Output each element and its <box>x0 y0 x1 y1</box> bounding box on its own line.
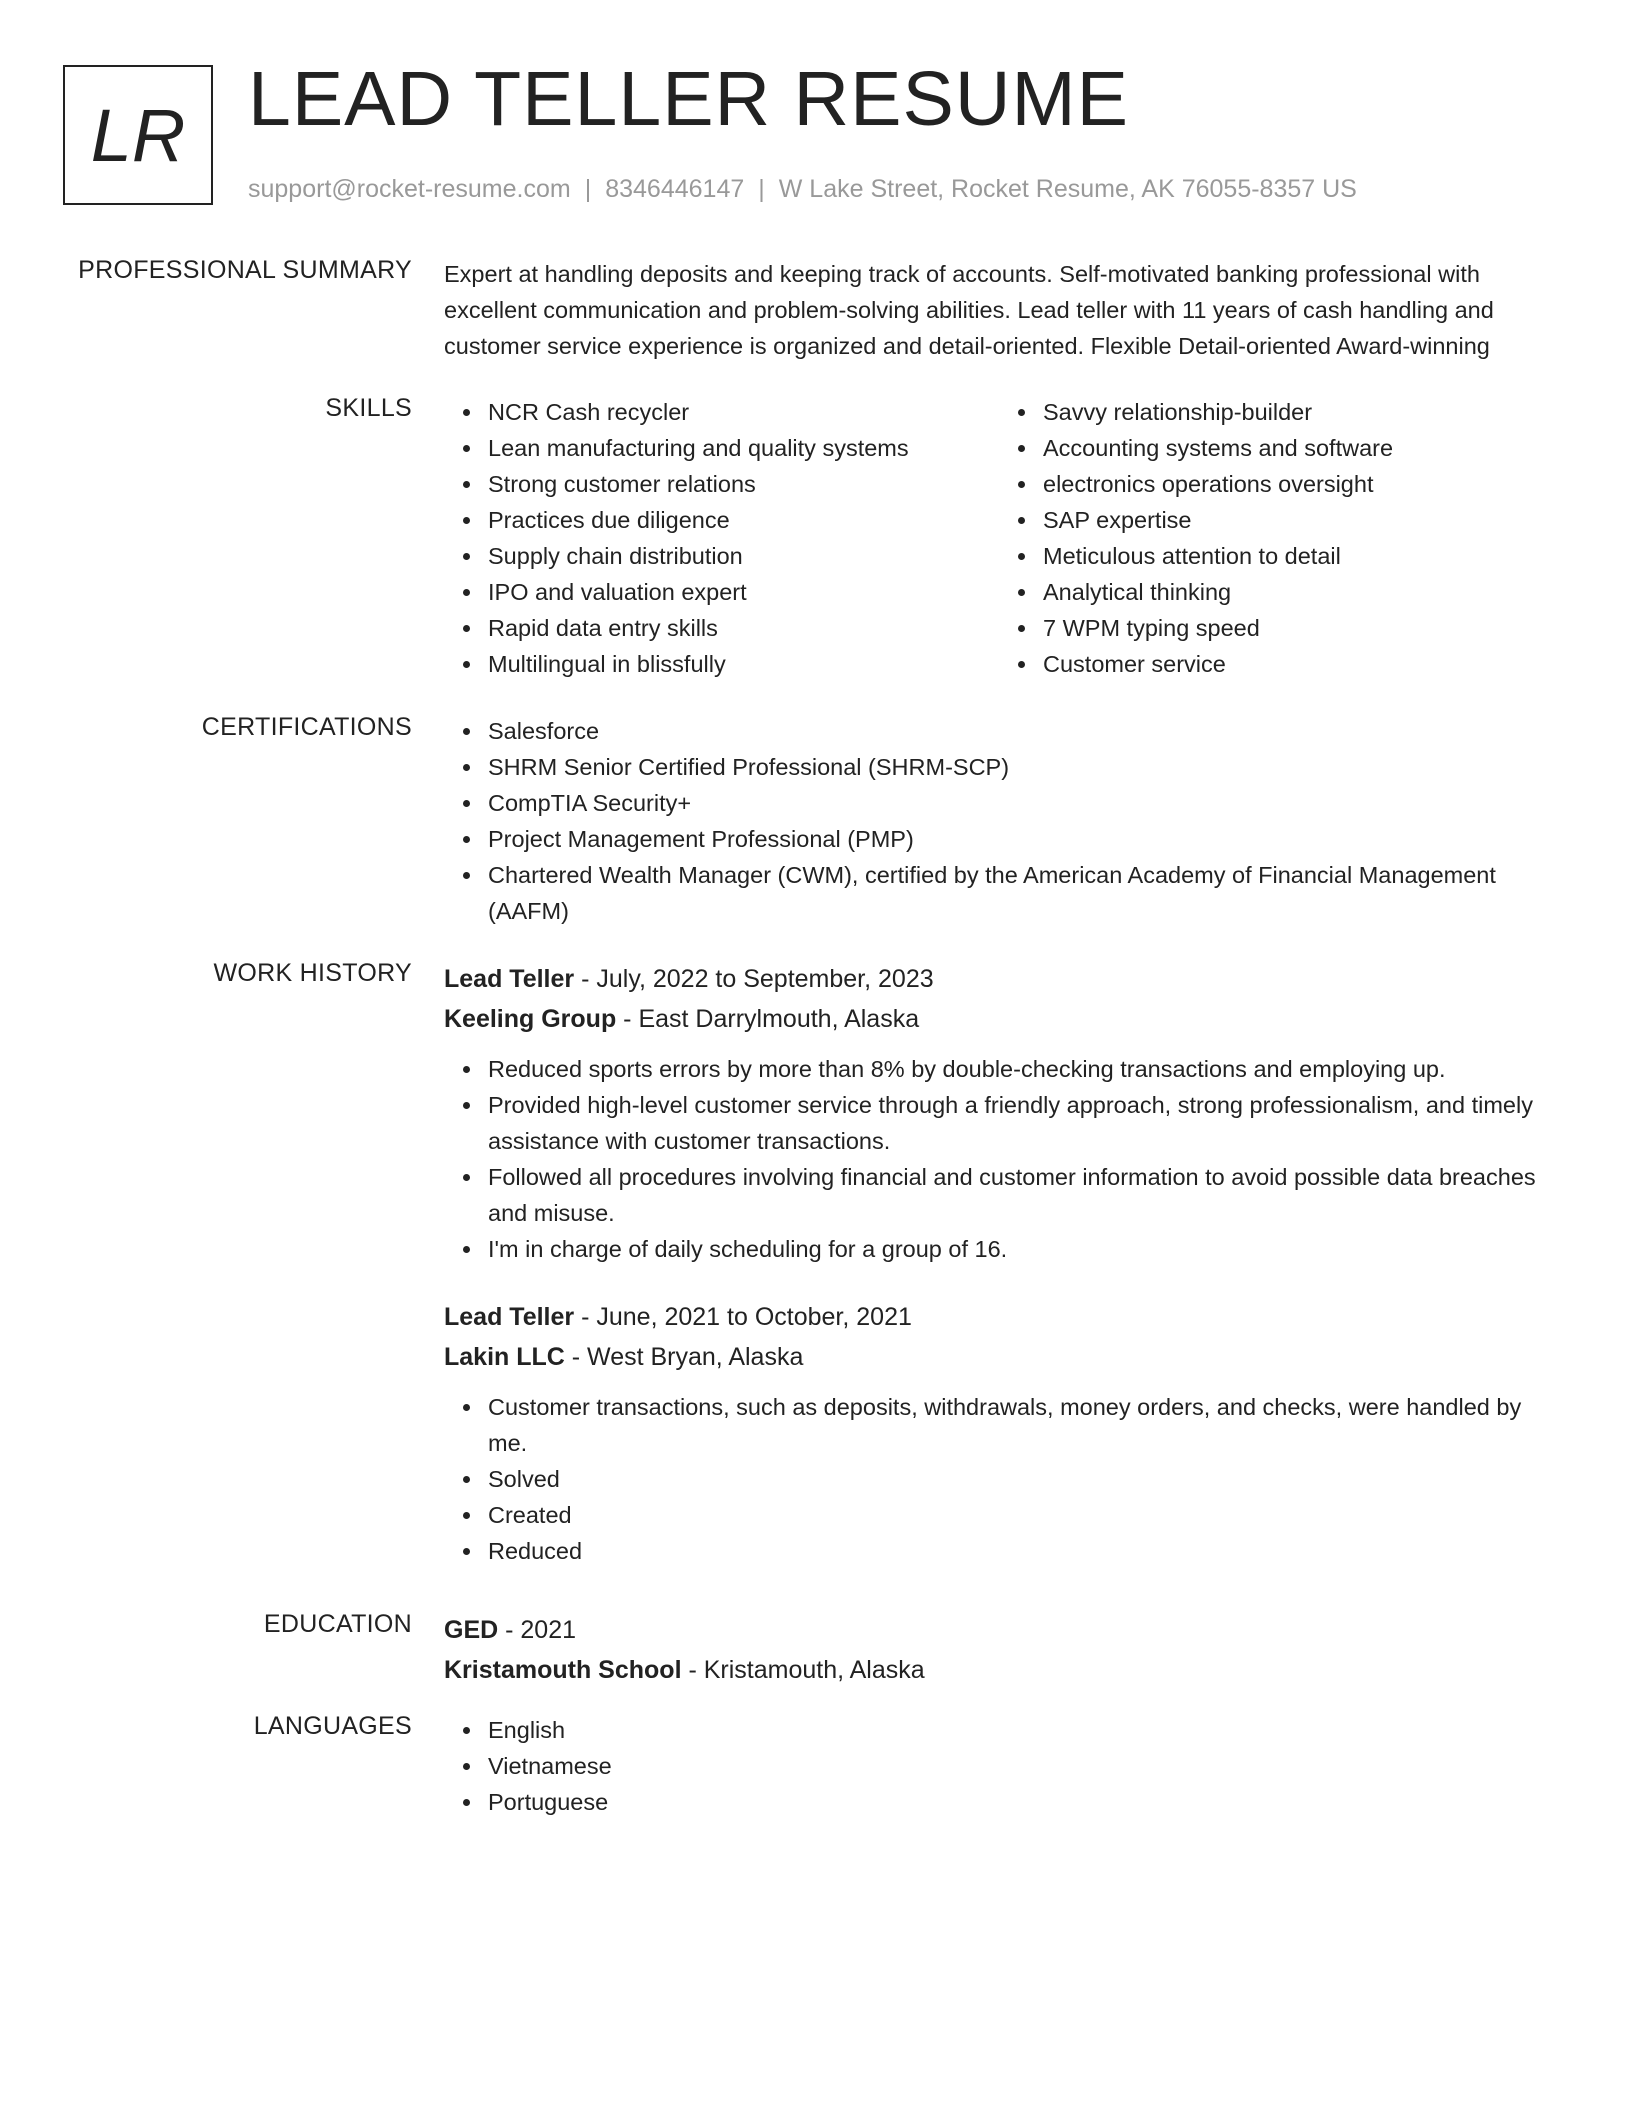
job-location: - East Darrylmouth, Alaska <box>616 1005 920 1033</box>
skill-item: Rapid data entry skills <box>488 610 999 646</box>
summary-text: Expert at handling deposits and keeping track of accounts. Self-motivated banking professional with excellent communication and problem-solving abilities. Lead teller with 11 years of cash handling and customer service experience is organized and detail-oriented. Flexible Detail-oriented Award-winning <box>444 261 1494 359</box>
section-body <box>444 959 1554 1569</box>
job-bullets <box>444 1389 1554 1569</box>
section-label: LANGUAGES <box>253 1712 412 1740</box>
job-bullet: Reduced <box>488 1533 1554 1569</box>
education-location: - Kristamouth, Alaska <box>681 1656 925 1684</box>
education-school-line <box>444 1650 1554 1690</box>
education-year: - 2021 <box>498 1616 577 1644</box>
job-bullet: Created <box>488 1497 1554 1533</box>
languages-list <box>444 1712 1554 1820</box>
contact-email: support@rocket-resume.com <box>248 175 571 203</box>
job-title-line <box>444 1297 1554 1337</box>
job-bullet: Provided high-level customer service through a friendly approach, strong professionalism, and timely assistance with customer transactions. <box>488 1087 1554 1159</box>
section-label: CERTIFICATIONS <box>201 713 412 741</box>
certification-item: Salesforce <box>488 713 1554 749</box>
skill-item: SAP expertise <box>1043 502 1554 538</box>
section-body <box>444 1712 1554 1820</box>
monogram <box>63 65 213 205</box>
section-label: PROFESSIONAL SUMMARY <box>78 256 412 284</box>
job-title-line <box>444 959 1554 999</box>
job-bullets <box>444 1051 1554 1267</box>
section-body <box>444 713 1554 929</box>
skill-item: Analytical thinking <box>1043 574 1554 610</box>
job-company-line <box>444 999 1554 1039</box>
skill-item: Strong customer relations <box>488 466 999 502</box>
job-dates: - July, 2022 to September, 2023 <box>574 965 934 993</box>
job-bullet: Reduced sports errors by more than 8% by double-checking transactions and employing up. <box>488 1051 1554 1087</box>
section-label: EDUCATION <box>263 1610 412 1638</box>
skills-left-list <box>444 394 999 682</box>
job-company: Lakin LLC <box>444 1343 565 1371</box>
skill-item: NCR Cash recycler <box>488 394 999 430</box>
education-degree-line <box>444 1610 1554 1650</box>
job-company-line <box>444 1337 1554 1377</box>
certification-item: Project Management Professional (PMP) <box>488 821 1554 857</box>
job-title: Lead Teller <box>444 1303 575 1331</box>
monogram-text: LR <box>90 93 186 177</box>
contact-phone: 8346446147 <box>605 175 745 203</box>
skill-item: Multilingual in blissfully <box>488 646 999 682</box>
skill-item: Customer service <box>1043 646 1554 682</box>
language-item: Vietnamese <box>488 1748 1554 1784</box>
skill-item: Meticulous attention to detail <box>1043 538 1554 574</box>
skill-item: electronics operations oversight <box>1043 466 1554 502</box>
section-body <box>444 256 1554 364</box>
certifications-list <box>444 713 1554 929</box>
skill-item: 7 WPM typing speed <box>1043 610 1554 646</box>
job-company: Keeling Group <box>444 1005 617 1033</box>
skills-columns <box>444 394 1554 682</box>
certification-item: Chartered Wealth Manager (CWM), certified by the American Academy of Financial Management (AAFM) <box>488 857 1554 929</box>
job-dates: - June, 2021 to October, 2021 <box>574 1303 912 1331</box>
job-bullet: Solved <box>488 1461 1554 1497</box>
section-label: SKILLS <box>325 394 412 422</box>
contact-address: W Lake Street, Rocket Resume, AK 76055-8357 US <box>778 175 1357 203</box>
job-bullet: I'm in charge of daily scheduling for a group of 16. <box>488 1231 1554 1267</box>
contact-separator: | <box>758 175 765 203</box>
education-school: Kristamouth School <box>444 1656 682 1684</box>
job-bullet: Followed all procedures involving financial and customer information to avoid possible data breaches and misuse. <box>488 1159 1554 1231</box>
skill-item: Lean manufacturing and quality systems <box>488 430 999 466</box>
job-entry <box>444 959 1554 1267</box>
section-body <box>444 1610 1554 1690</box>
skill-item: IPO and valuation expert <box>488 574 999 610</box>
job-title: Lead Teller <box>444 965 575 993</box>
skill-item: Practices due diligence <box>488 502 999 538</box>
job-entry <box>444 1297 1554 1569</box>
certification-item: SHRM Senior Certified Professional (SHRM-SCP) <box>488 749 1554 785</box>
skill-item: Accounting systems and software <box>1043 430 1554 466</box>
contact-separator: | <box>584 175 592 203</box>
certification-item: CompTIA Security+ <box>488 785 1554 821</box>
skills-right-list <box>999 394 1554 682</box>
skill-item: Supply chain distribution <box>488 538 999 574</box>
education-degree: GED <box>444 1616 499 1644</box>
job-location: - West Bryan, Alaska <box>564 1343 804 1371</box>
contact-line <box>248 175 1357 204</box>
section-label: WORK HISTORY <box>213 959 412 987</box>
skill-item: Savvy relationship-builder <box>1043 394 1554 430</box>
language-item: English <box>488 1712 1554 1748</box>
resume-title: LEAD TELLER RESUME <box>248 56 1129 142</box>
language-item: Portuguese <box>488 1784 1554 1820</box>
job-bullet: Customer transactions, such as deposits, withdrawals, money orders, and checks, were handled by me. <box>488 1389 1554 1461</box>
